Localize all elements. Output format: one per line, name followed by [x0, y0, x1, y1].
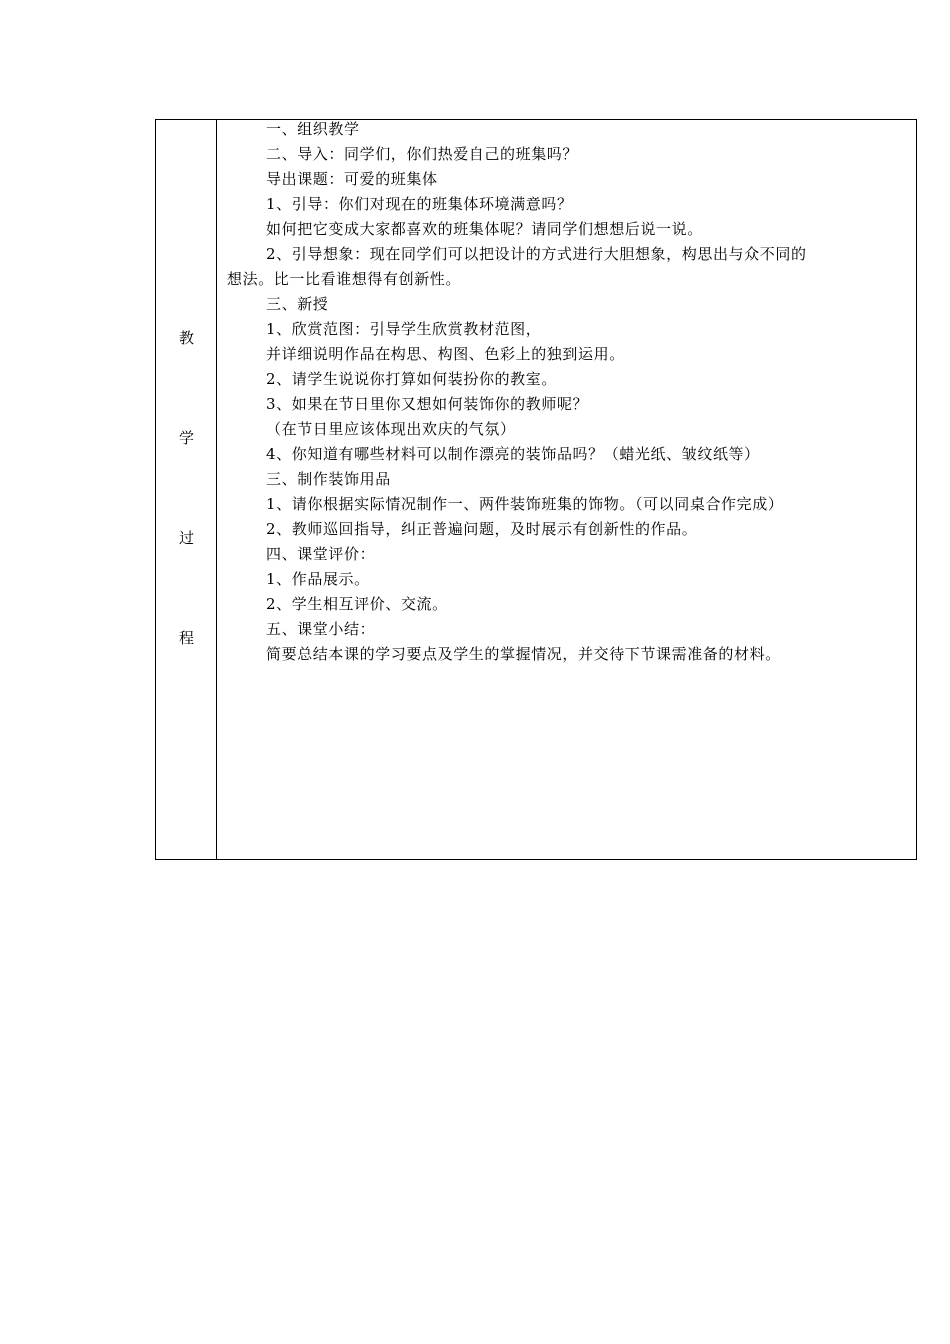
content-line: 并详细说明作品在构思、构图、色彩上的独到运用。 [266, 345, 625, 363]
content-line: 二、导入：同学们，你们热爱自己的班集吗？ [266, 145, 579, 163]
content-line: 一、组织教学 [266, 120, 360, 138]
process-content-cell [217, 120, 916, 859]
section-label-cell [156, 120, 217, 859]
content-line: 3、如果在节日里你又想如何装饰你的教师呢？ [266, 395, 589, 413]
lesson-table [155, 119, 917, 860]
content-line: 简要总结本课的学习要点及学生的掌握情况，并交待下节课需准备的材料。 [266, 645, 781, 663]
content-line: 1、作品展示。 [266, 570, 370, 588]
section-label-char: 学 [178, 429, 194, 447]
content-line: （在节日里应该体现出欢庆的气氛） [266, 420, 516, 438]
content-line: 2、教师巡回指导，纠正普遍问题，及时展示有创新性的作品。 [266, 520, 698, 538]
section-label-char: 程 [178, 629, 194, 647]
content-line: 1、欣赏范图：引导学生欣赏教材范图， [266, 320, 542, 338]
content-line: 导出课题：可爱的班集体 [266, 170, 438, 188]
section-label-char: 过 [178, 529, 194, 547]
content-line: 1、请你根据实际情况制作一、两件装饰班集的饰物。（可以同桌合作完成） [266, 495, 784, 513]
content-line: 1、引导：你们对现在的班集体环境满意吗？ [266, 195, 573, 213]
content-line: 4、你知道有哪些材料可以制作漂亮的装饰品吗？（蜡光纸、皱纹纸等） [266, 445, 760, 463]
content-line: 四、课堂评价： [266, 545, 376, 563]
section-label-char: 教 [178, 329, 194, 347]
content-line: 三、新授 [266, 295, 329, 313]
content-line: 2、学生相互评价、交流。 [266, 595, 448, 613]
content-line: 五、课堂小结： [266, 620, 376, 638]
content-line: 2、引导想象：现在同学们可以把设计的方式进行大胆想象，构思出与众不同的 [266, 245, 807, 263]
content-line: 如何把它变成大家都喜欢的班集体呢？请同学们想想后说一说。 [266, 220, 703, 238]
content-line: 2、请学生说说你打算如何装扮你的教室。 [266, 370, 557, 388]
content-line: 想法。比一比看谁想得有创新性。 [227, 270, 462, 288]
content-line: 三、制作装饰用品 [266, 470, 391, 488]
